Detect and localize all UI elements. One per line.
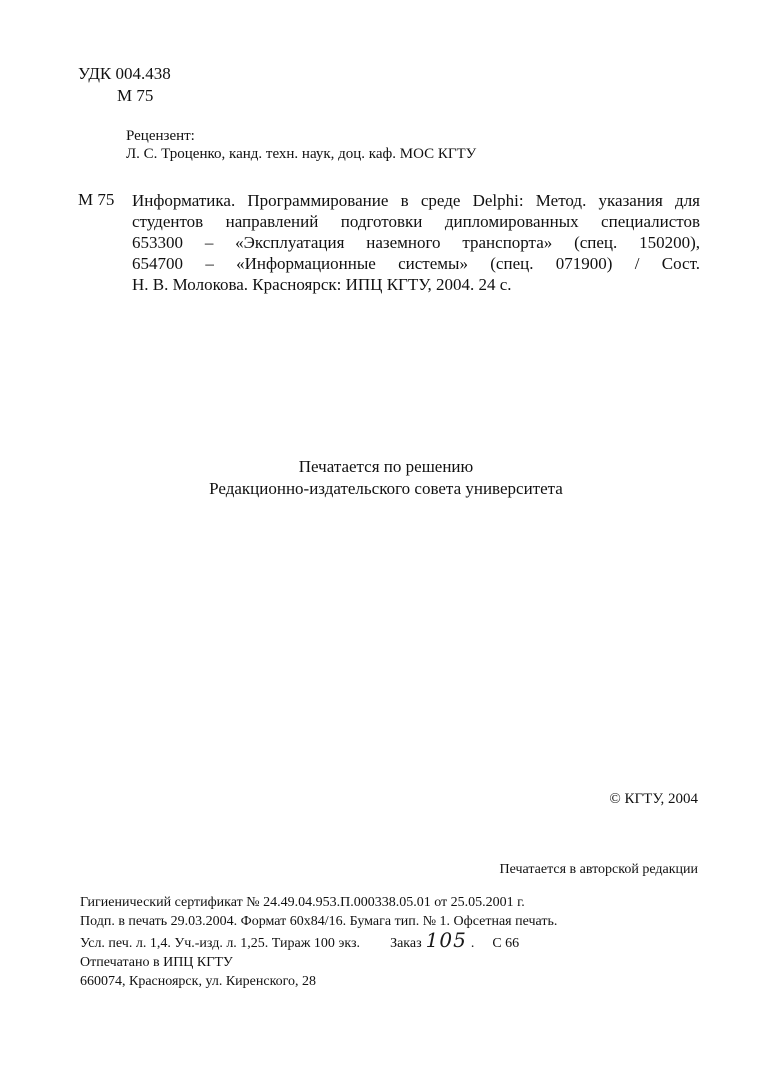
sheets-and-order xyxy=(80,928,557,953)
bibliography-line: Информатика. Программирование в среде Delphi: Метод. указания для xyxy=(132,191,700,210)
sheets-info: Усл. печ. л. 1,4. Уч.-изд. л. 1,25. Тираж 100 экз. xyxy=(80,936,361,951)
printed-at: Отпечатано в ИПЦ КГТУ xyxy=(80,955,233,970)
decision-line-2: Редакционно-издательского совета университета xyxy=(209,479,563,498)
copyright-notice: © КГТУ, 2004 xyxy=(609,791,698,807)
publication-decision xyxy=(0,456,772,500)
order-suffix: . xyxy=(470,936,475,951)
reviewer-text: Л. С. Троценко, канд. техн. наук, доц. каф. МОС КГТУ xyxy=(126,146,477,162)
bibliography-line: 653300 – «Эксплуатация наземного транспорта» (спец. 150200), xyxy=(132,233,700,252)
author-edition-note: Печатается в авторской редакции xyxy=(499,862,698,877)
bibliography-code: М 75 xyxy=(78,190,115,209)
decision-line-1: Печатается по решению xyxy=(298,457,474,476)
udk-code: УДК 004.438 xyxy=(78,64,171,83)
bibliography-line: студентов направлений подготовки дипломированных специалистов xyxy=(132,212,700,231)
printer-address: 660074, Красноярск, ул. Киренского, 28 xyxy=(80,974,317,989)
bibliography-line: Н. В. Молокова. Красноярск: ИПЦ КГТУ, 2004. 24 с. xyxy=(132,275,512,294)
imprint-block xyxy=(80,893,557,991)
order-number-handwritten: 105 xyxy=(425,928,467,952)
bibliographic-description xyxy=(132,190,700,295)
print-info: Подп. в печать 29.03.2004. Формат 60х84/16. Бумага тип. № 1. Офсетная печать. xyxy=(80,914,558,929)
bibliography-line: 654700 – «Информационные системы» (спец. 071900) / Сост. xyxy=(132,254,700,273)
reviewer-label: Рецензент: xyxy=(126,128,195,144)
order-info xyxy=(390,928,520,953)
order-label: Заказ xyxy=(390,936,422,951)
c-code: С 66 xyxy=(492,936,520,951)
author-mark-code: М 75 xyxy=(117,86,154,105)
hygiene-certificate: Гигиенический сертификат № 24.49.04.953.П.000338.05.01 от 25.05.2001 г. xyxy=(80,895,525,910)
